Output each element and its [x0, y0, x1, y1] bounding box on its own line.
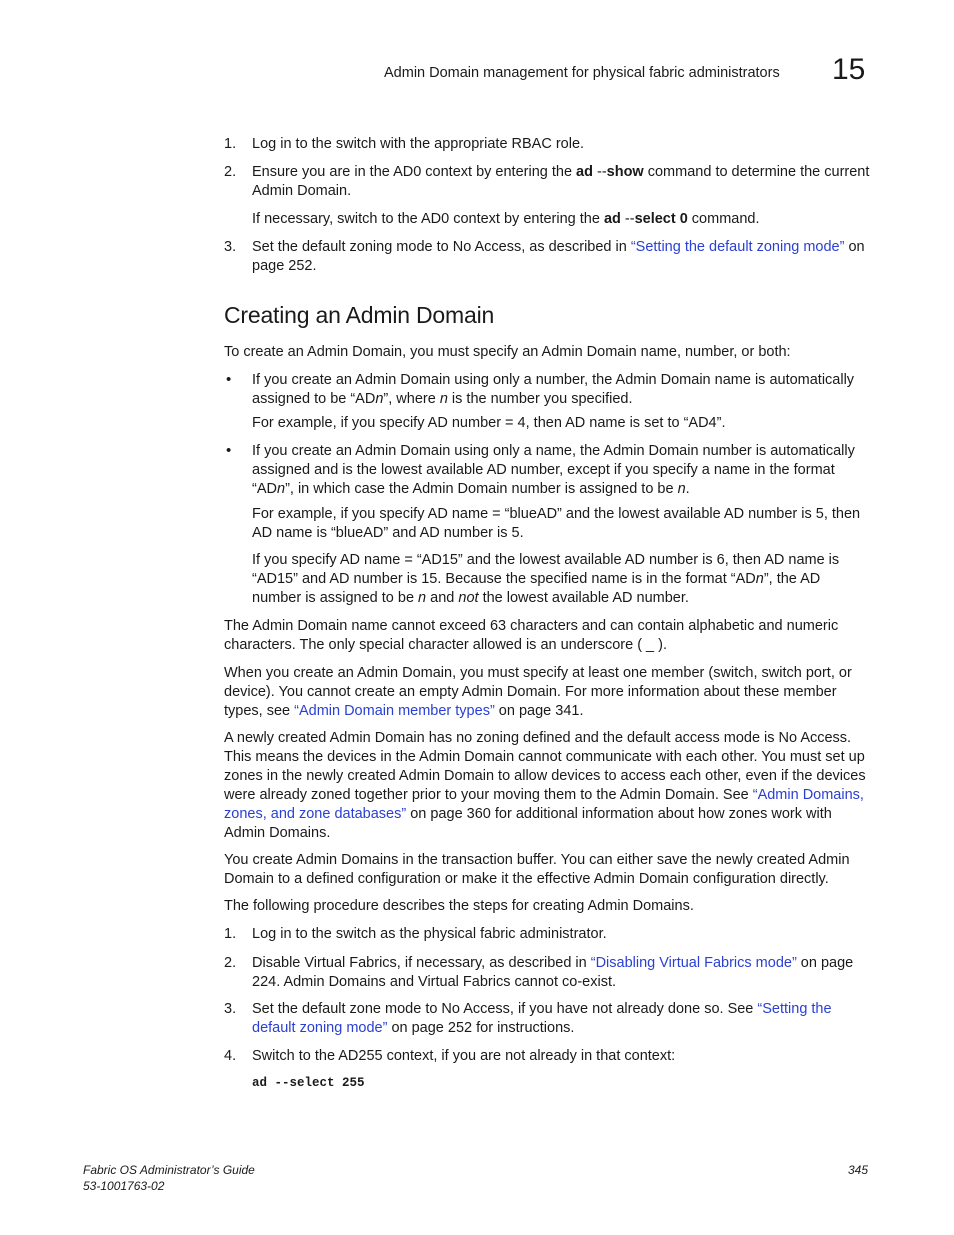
step-number: 4.: [224, 1048, 237, 1064]
step-number: 3.: [224, 1001, 237, 1017]
bullet-icon: •: [226, 442, 232, 459]
step-text: Switch to the AD255 context, if you are not already in that context:: [252, 1048, 676, 1064]
command-select: select 0: [634, 211, 688, 227]
chapter-number: 15: [832, 53, 866, 86]
bullet-text: If you create an Admin Domain using only a number, the Admin Domain name is automatically assigned to be “ADn”, where n is the number you specified.: [252, 372, 855, 407]
bullet-example: If you specify AD name = “AD15” and the lowest available AD number is 6, then AD name is “AD15” and AD number is 15. Because the specified name is in the format “ADn”, the AD number is assigned to be n and not the lowest available AD number.: [252, 552, 840, 606]
paragraph: When you create an Admin Domain, you must specify at least one member (switch, switch port, or device). You cannot create an empty Admin Domain. For more information about these member types, see “Admin Domain member types” on page 341.: [224, 665, 852, 719]
step-number: 1.: [224, 926, 237, 942]
link-setting-default-zoning-mode[interactable]: “Setting the default zoning mode”: [630, 239, 845, 255]
link-disabling-virtual-fabrics[interactable]: “Disabling Virtual Fabrics mode”: [590, 955, 797, 971]
command-show: show: [606, 164, 644, 180]
link-setting-default-zoning-mode[interactable]: “Setting the default zoning mode”: [252, 1001, 832, 1036]
step-number: 3.: [224, 239, 237, 255]
bullet-icon: •: [226, 371, 232, 388]
step-number: 2.: [224, 164, 237, 180]
paragraph: A newly created Admin Domain has no zoning defined and the default access mode is No Access. This means the devices in the Admin Domain cannot communicate with each other. You must set up zones in the newly created Admin Domain to allow devices to access each other, even if the devices were already zoned together prior to your moving them to the Admin Domain. See “Admin Domains, zones, and zone databases” on page 360 for additional information about how zones work with Admin Domains.: [224, 730, 866, 841]
paragraph: The following procedure describes the steps for creating Admin Domains.: [224, 898, 694, 914]
step-text: Log in to the switch as the physical fabric administrator.: [252, 926, 607, 942]
footer-page-number: 345: [848, 1163, 869, 1177]
bullet-example: For example, if you specify AD name = “blueAD” and the lowest available AD number is 5, then AD name is “blueAD” and AD number is 5.: [252, 506, 861, 541]
section-heading: Creating an Admin Domain: [224, 302, 495, 328]
command-ad: ad: [603, 211, 621, 227]
header-title: Admin Domain management for physical fabric administrators: [384, 65, 780, 81]
step-text: Set the default zoning mode to No Access, as described in “Setting the default zoning mode” on page 252.: [252, 239, 865, 274]
code-example: ad --select 255: [252, 1076, 365, 1090]
step-number: 2.: [224, 955, 237, 971]
step-text: Disable Virtual Fabrics, if necessary, as described in “Disabling Virtual Fabrics mode” on page 224. Admin Domains and Virtual Fabrics cannot co-exist.: [252, 955, 854, 990]
step-number: 1.: [224, 136, 237, 152]
link-admin-domains-zones[interactable]: “Admin Domains, zones, and zone databases”: [224, 787, 864, 822]
step-note: If necessary, switch to the AD0 context by entering the ad --select 0 command.: [252, 211, 760, 227]
paragraph: To create an Admin Domain, you must specify an Admin Domain name, number, or both:: [224, 344, 791, 360]
footer-guide-title: Fabric OS Administrator’s Guide: [83, 1163, 255, 1177]
link-admin-domain-member-types[interactable]: “Admin Domain member types”: [294, 703, 495, 719]
bullet-text: If you create an Admin Domain using only a name, the Admin Domain number is automatically assigned and is the lowest available AD number, except if you specify a name in the format “ADn”, in which case the Admin Domain number is assigned to be n.: [252, 443, 855, 497]
bullet-example: For example, if you specify AD number = 4, then AD name is set to “AD4”.: [252, 415, 726, 431]
paragraph: You create Admin Domains in the transaction buffer. You can either save the newly created Admin Domain to a defined configuration or make it the effective Admin Domain configuration directly.: [224, 852, 850, 887]
step-text: Set the default zone mode to No Access, if you have not already done so. See “Setting the default zoning mode” on page 252 for instructions.: [252, 1001, 832, 1036]
command-ad: ad: [576, 164, 593, 180]
paragraph: The Admin Domain name cannot exceed 63 characters and can contain alphabetic and numeric characters. The only special character allowed is an underscore ( _ ).: [224, 618, 839, 653]
footer-doc-number: 53-1001763-02: [83, 1179, 165, 1193]
step-text: Ensure you are in the AD0 context by entering the ad --show command to determine the current Admin Domain.: [252, 164, 870, 199]
step-text: Log in to the switch with the appropriate RBAC role.: [252, 136, 585, 152]
